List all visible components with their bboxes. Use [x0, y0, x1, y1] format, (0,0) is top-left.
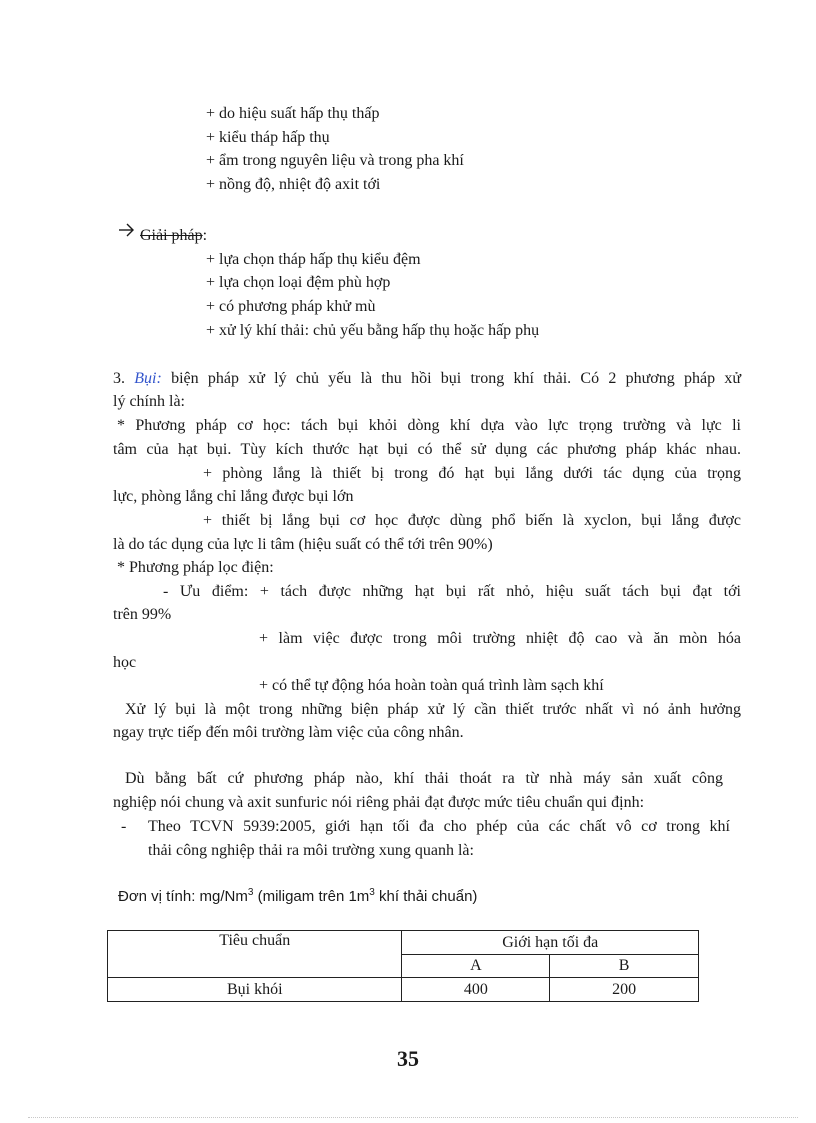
solution-heading-text: Giải pháp	[140, 227, 203, 244]
table-row	[108, 978, 699, 1002]
solution-heading-colon: :	[202, 227, 208, 244]
dust-intro-line-1: 3. Bụi: biện pháp xử lý chủ yếu là thu hồi bụi trong khí thải. Có 2 phương pháp xử	[113, 370, 742, 387]
dust-summary-line-1: Xử lý bụi là một trong những biện pháp xử lý cần thiết trước nhất vì nó ảnh hưởng	[125, 701, 741, 718]
section-number: 3.	[113, 370, 125, 387]
list-dash: -	[121, 818, 127, 835]
advantage-2-line-2: học	[113, 654, 137, 671]
emission-limits-table	[107, 930, 699, 1002]
mechanical-method-line-2: tâm của hạt bụi. Tùy kích thước hạt bụi có thể sử dụng các phương pháp khác nhau.	[113, 441, 741, 458]
right-arrow-icon	[118, 222, 136, 238]
cyclone-line-2: là do tác dụng của lực li tâm (hiệu suất có thể tới trên 90%)	[113, 536, 493, 553]
advantage-line-2: trên 99%	[113, 606, 172, 623]
table-header-max-limit: Giới hạn tối đa	[402, 931, 699, 955]
mechanical-method-line-1: * Phương pháp cơ học: tách bụi khỏi dòng khí dựa vào lực trọng trường và lực li	[117, 417, 741, 434]
standard-para-line-1: Dù bằng bất cứ phương pháp nào, khí thải thoát ra từ nhà máy sản xuất công	[125, 770, 723, 787]
cyclone-line-1: + thiết bị lắng bụi cơ học được dùng phổ biến là xyclon, bụi lắng được	[203, 512, 741, 529]
cause-item-2: + kiểu tháp hấp thụ	[206, 129, 330, 146]
table-row-value-a: 400	[402, 978, 550, 1002]
page-border-divider	[28, 1117, 798, 1118]
advantage-line-1: - Ưu điểm: + tách được những hạt bụi rất nhỏ, hiệu suất tách bụi đạt tới	[163, 583, 741, 600]
table-subheader-a: A	[402, 955, 550, 978]
table-subheader-b: B	[550, 955, 699, 978]
settling-chamber-line-2: lực, phòng lắng chỉ lắng được bụi lớn	[113, 488, 354, 505]
dust-summary-line-2: ngay trực tiếp đến môi trường làm việc của công nhân.	[113, 724, 464, 741]
cause-item-1: + do hiệu suất hấp thụ thấp	[206, 105, 380, 122]
table-row-label: Bụi khói	[108, 978, 402, 1002]
cause-item-3: + ẩm trong nguyên liệu và trong pha khí	[206, 152, 464, 169]
section-keyword: Bụi:	[134, 370, 162, 387]
unit-line: Đơn vị tính: mg/Nm$^3$ (miligam trên $1m^3$ khí thải chuẩn)	[118, 887, 478, 905]
advantage-3: + có thể tự động hóa hoàn toàn quá trình làm sạch khí	[259, 677, 604, 694]
advantage-2-line-1: + làm việc được trong môi trường nhiệt độ cao và ăn mòn hóa	[259, 630, 741, 647]
standard-para-line-2: nghiệp nói chung và axit sunfuric nói riêng phải đạt được mức tiêu chuẩn qui định:	[113, 794, 645, 811]
solution-item-3: + có phương pháp khử mù	[206, 298, 376, 315]
solution-item-1: + lựa chọn tháp hấp thụ kiểu đệm	[206, 251, 421, 268]
table-header-standard: Tiêu chuẩn	[108, 931, 402, 978]
dust-intro-line-2: lý chính là:	[113, 393, 185, 410]
solution-item-2: + lựa chọn loại đệm phù hợp	[206, 274, 391, 291]
solution-heading	[140, 226, 207, 246]
page-number: 35	[397, 1046, 419, 1071]
solution-item-4: + xử lý khí thải: chủ yếu bằng hấp thụ hoặc hấp phụ	[206, 322, 540, 339]
electrostatic-heading: * Phương pháp lọc điện:	[117, 559, 274, 576]
settling-chamber-line-1: + phòng lắng là thiết bị trong đó hạt bụi lắng dưới tác dụng của trọng	[203, 465, 741, 482]
tcvn-reference-line-2: thải công nghiệp thải ra môi trường xung quanh là:	[148, 842, 474, 859]
table-row-value-b: 200	[550, 978, 699, 1002]
cause-item-4: + nồng độ, nhiệt độ axit tới	[206, 176, 381, 193]
tcvn-reference-line-1: Theo TCVN 5939:2005, giới hạn tối đa cho phép của các chất vô cơ trong khí	[148, 818, 730, 835]
